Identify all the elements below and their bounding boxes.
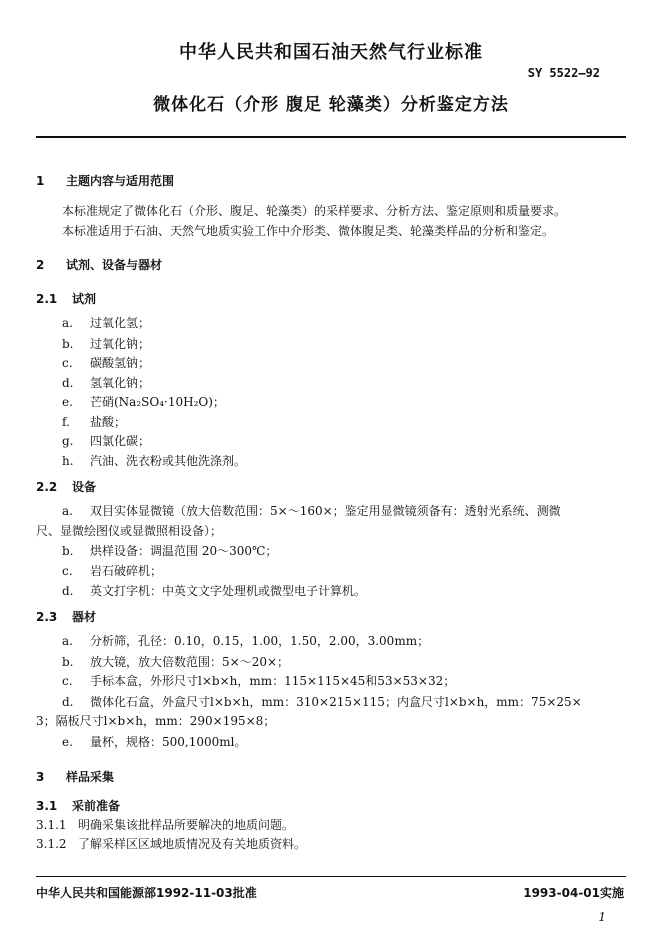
subsection-number: 2.2 [36,480,58,494]
list-item: a. 过氧化氢； [62,316,151,330]
list-item-continuation: 尺、显微绘图仪或显微照相设备）； [36,524,223,538]
clause-item: 3.1.1 明确采集该批样品所要解决的地质问题。 [36,818,295,832]
section-3-1-heading [36,797,120,814]
list-item: a. 分析筛，孔径：0.10，0.15，1.00，1.50，2.00，3.00mm； [62,634,430,648]
list-item: c. 手标本盒，外形尺寸l×b×h，mm：115×115×45和53×53×32； [62,674,456,688]
subsection-title: 试剂 [72,292,97,306]
section-3-heading [36,768,114,785]
clause-item: 3.1.2 了解采样区区域地质情况及有关地质资料。 [36,837,307,851]
list-item: e. 芒硝(Na₂SO₄·10H₂O)； [62,395,225,409]
list-item: d. 英文打字机：中英文文字处理机或微型电子计算机。 [62,584,367,598]
section-title: 样品采集 [66,770,115,784]
list-item: b. 过氧化钠； [62,337,151,351]
list-item: h. 汽油、洗衣粉或其他洗涤剂。 [62,454,247,468]
section-2-1-heading [36,290,96,307]
list-item: b. 放大镜，放大倍数范围：5×～20×； [62,655,290,669]
section-1-paragraph-2: 本标准适用于石油、天然气地质实验工作中介形类、微体腹足类、轮藻类样品的分析和鉴定。 [62,224,555,238]
header-rule [36,136,626,138]
list-item: c. 岩石破碎机； [62,564,163,578]
list-item: d. 氢氧化钠； [62,376,151,390]
subsection-title: 采前准备 [72,799,121,813]
section-title: 主题内容与适用范围 [66,174,175,188]
section-number: 3 [36,770,45,784]
subsection-number: 2.3 [36,610,58,624]
section-1-heading [36,172,174,189]
list-item: a. 双目实体显微镜（放大倍数范围：5×～160×；鉴定用显微镜须备有：透射光系统、测微 [62,504,561,518]
section-title: 试剂、设备与器材 [66,258,163,272]
section-number: 2 [36,258,45,272]
list-item: c. 碳酸氢钠； [62,356,151,370]
section-1-paragraph-1: 本标准规定了微体化石（介形、腹足、轮藻类）的采样要求、分析方法、鉴定原则和质量要求。 [62,204,567,218]
list-item: f. 盐酸； [62,415,127,429]
subsection-number: 3.1 [36,799,58,813]
list-item: b. 烘样设备：调温范围 20～300℃； [62,544,278,558]
list-item-continuation: 3；隔板尺寸l×b×h，mm：290×195×8； [36,714,276,728]
org-title: 中华人民共和国石油天然气行业标准 [179,42,483,63]
list-item: g. 四氯化碳； [62,434,151,448]
subsection-number: 2.1 [36,292,58,306]
effective-date: 1993-04-01实施 [523,886,624,900]
approval-date: 中华人民共和国能源部1992-11-03批准 [36,886,257,900]
list-item: d. 微体化石盒，外盒尺寸l×b×h，mm：310×215×115；内盒尺寸l×b×h，mm：75×25× [62,695,582,709]
section-2-heading [36,256,162,273]
subsection-title: 设备 [72,480,97,494]
document-title: 微体化石（介形 腹足 轮藻类）分析鉴定方法 [153,95,509,115]
subsection-title: 器材 [72,610,97,624]
footer-rule [36,876,626,877]
list-item: e. 量杯，规格：500,1000ml。 [62,735,247,749]
page-number: 1 [598,910,606,924]
standard-code: SY 5522—92 [527,66,600,80]
section-2-2-heading [36,478,96,495]
section-2-3-heading [36,608,96,625]
section-number: 1 [36,174,45,188]
